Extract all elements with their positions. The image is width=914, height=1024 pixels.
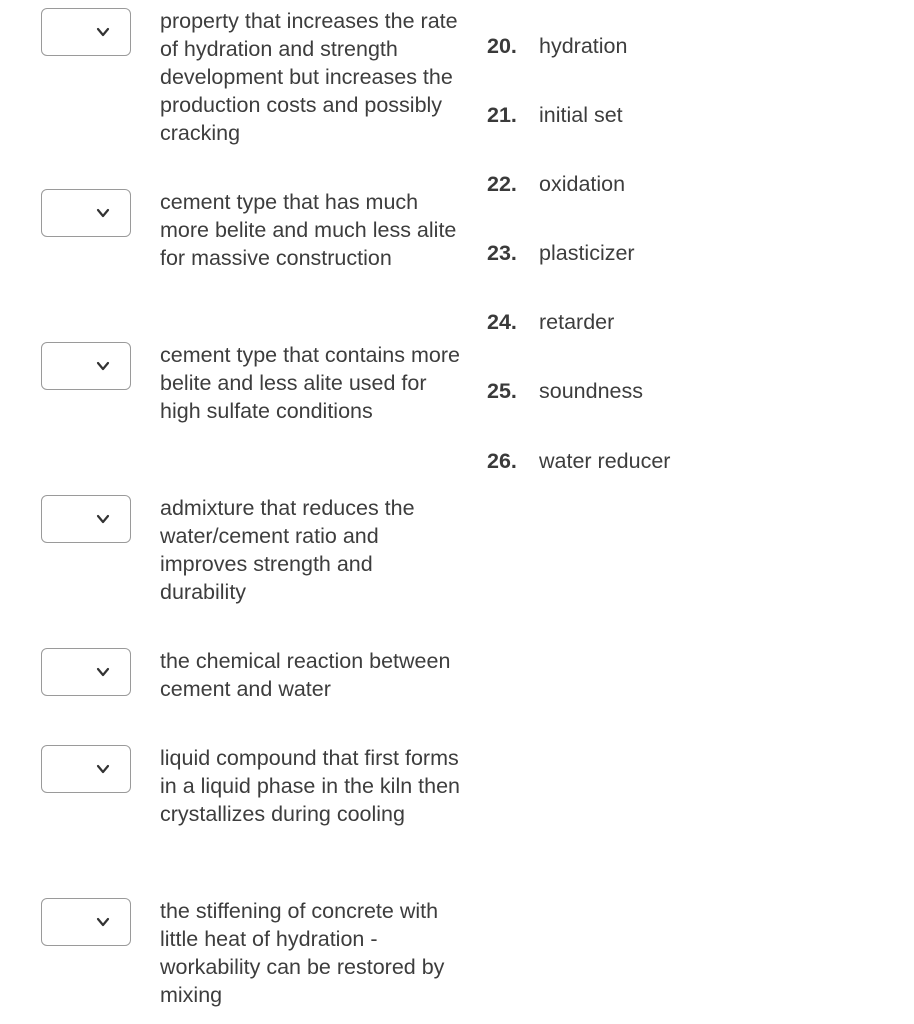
option-number: 25. [487, 379, 517, 403]
option-number: 21. [487, 103, 517, 127]
option-label: plasticizer [539, 241, 635, 265]
option-label: retarder [539, 310, 615, 334]
option-number: 20. [487, 34, 517, 58]
option-item [487, 32, 627, 60]
question-text: liquid compound that first forms in a liquid phase in the kiln then crystallizes during cooling [160, 746, 461, 826]
option-label: hydration [539, 34, 628, 58]
answer-dropdown[interactable] [41, 898, 131, 946]
option-label: water reducer [539, 449, 671, 473]
answer-dropdown[interactable] [41, 495, 131, 543]
option-number: 24. [487, 310, 517, 334]
question-text: cement type that has much more belite and much less alite for massive construction [160, 190, 457, 270]
chevron-down-icon [96, 762, 110, 776]
option-label: initial set [539, 103, 623, 127]
answer-dropdown[interactable] [41, 342, 131, 390]
chevron-down-icon [96, 206, 110, 220]
question-text: property that increases the rate of hydration and strength development but increases the production costs and possibly cracking [160, 9, 458, 145]
question-text: the stiffening of concrete with little heat of hydration - workability can be restored by mixing [160, 899, 445, 1007]
option-item [487, 447, 670, 475]
option-item [487, 239, 635, 267]
option-label: soundness [539, 379, 643, 403]
question-text: the chemical reaction between cement and water [160, 649, 451, 701]
chevron-down-icon [96, 359, 110, 373]
option-item [487, 377, 643, 405]
option-number: 22. [487, 172, 517, 196]
option-item [487, 308, 614, 336]
chevron-down-icon [96, 25, 110, 39]
answer-dropdown[interactable] [41, 189, 131, 237]
answer-dropdown[interactable] [41, 648, 131, 696]
question-text: cement type that contains more belite and less alite used for high sulfate conditions [160, 343, 460, 423]
chevron-down-icon [96, 512, 110, 526]
chevron-down-icon [96, 915, 110, 929]
option-item [487, 101, 623, 129]
chevron-down-icon [96, 665, 110, 679]
option-number: 23. [487, 241, 517, 265]
option-item [487, 170, 625, 198]
answer-dropdown[interactable] [41, 745, 131, 793]
question-text: admixture that reduces the water/cement ratio and improves strength and durability [160, 496, 415, 604]
option-label: oxidation [539, 172, 626, 196]
option-number: 26. [487, 449, 517, 473]
answer-dropdown[interactable] [41, 8, 131, 56]
